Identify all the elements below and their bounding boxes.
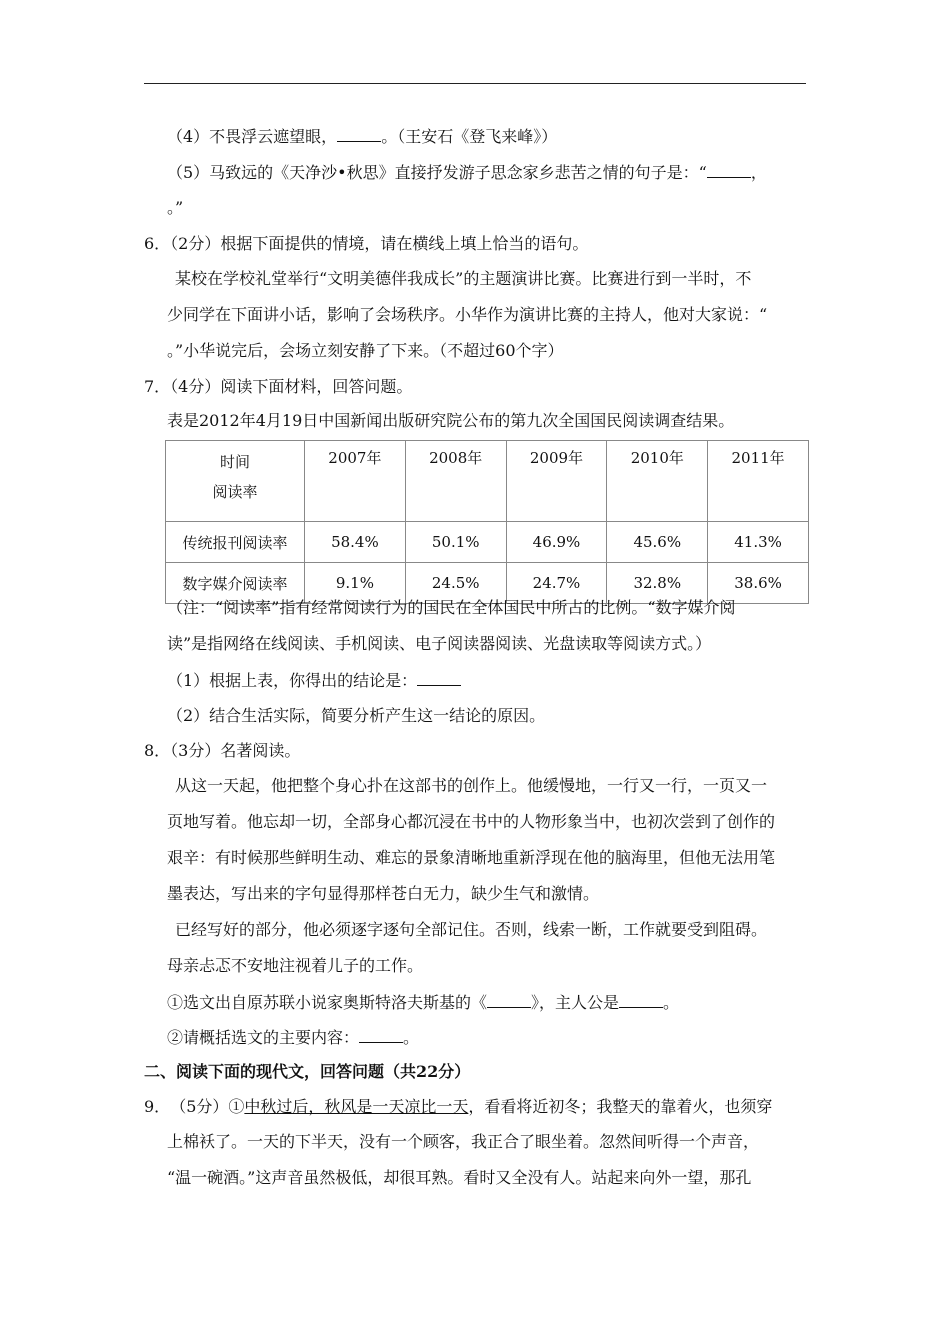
- q9-passage-line: “温一碗酒。”这声音虽然极低，却很耳熟。看时又全没有人。站起来向外一望，那孔: [167, 1168, 752, 1187]
- table-cell: 41.3%: [708, 522, 809, 563]
- q8-passage-line: 已经写好的部分，他必须逐字逐句全部记住。否则，线索一断，工作就要受到阻碍。: [175, 920, 768, 939]
- q8-passage-line: 从这一天起，他把整个身心扑在这部书的创作上。他缓慢地，一行又一行，一页又一: [175, 776, 768, 795]
- table-cell: 46.9%: [506, 522, 607, 563]
- reading-rate-table: [165, 440, 809, 604]
- table-cell: 50.1%: [405, 522, 506, 563]
- year-header: 2011年: [708, 441, 809, 522]
- underlined-sentence: 中秋过后，秋风是一天凉比一天: [244, 1097, 469, 1116]
- year-header: 2007年: [305, 441, 406, 522]
- q8-sub1: ①选文出自原苏联小说家奥斯特洛夫斯基的《 》，主人公是 。: [167, 993, 680, 1012]
- q7-sub2: （2）结合生活实际，简要分析产生这一结论的原因。: [167, 706, 546, 725]
- answer-blank[interactable]: [707, 161, 751, 178]
- table-cell: 58.4%: [305, 522, 406, 563]
- q7-note-line: 读”是指网络在线阅读、手机阅读、电子阅读器阅读、光盘读取等阅读方式。）: [167, 634, 712, 653]
- table-cell: 38.6%: [708, 563, 809, 604]
- q5-item4: （4）不畏浮云遮望眼， 。（王安石《登飞来峰》）: [167, 127, 558, 146]
- table-row: [166, 522, 809, 563]
- year-header: 2009年: [506, 441, 607, 522]
- corner-time-label: 时间: [219, 453, 250, 471]
- row-label: 传统报刊阅读率: [166, 522, 305, 563]
- q6-paragraph-line: 某校在学校礼堂举行“文明美德伴我成长”的主题演讲比赛。比赛进行到一半时，不: [175, 269, 752, 288]
- q8-heading: 8．（3分）名著阅读。: [144, 741, 301, 760]
- q8-passage-line: 艰辛：有时候那些鲜明生动、难忘的景象清晰地重新浮现在他的脑海里，但他无法用笔: [167, 848, 776, 867]
- q8-passage-line: 母亲忐忑不安地注视着儿子的工作。: [167, 956, 424, 975]
- year-header: 2008年: [405, 441, 506, 522]
- q8-sub2: ②请概括选文的主要内容： 。: [167, 1028, 420, 1047]
- q7-sub1: （1）根据上表，你得出的结论是：: [167, 669, 461, 692]
- year-header: 2010年: [607, 441, 708, 522]
- q5-item5-cont: 。”: [167, 198, 184, 217]
- table-cell: 9.1%: [305, 563, 406, 604]
- q7-intro: 表是2012年4月19日中国新闻出版研究院公布的第九次全国国民阅读调查结果。: [167, 411, 735, 430]
- q8-passage-line: 墨表达，写出来的字句显得那样苍白无力，缺少生气和激情。: [167, 884, 600, 903]
- q9-passage-line: 上棉袄了。一天的下半天，没有一个顾客，我正合了眼坐着。忽然间听得一个声音，: [167, 1132, 760, 1151]
- header-rule: [144, 83, 806, 84]
- q8-passage-line: 页地写着。他忘却一切，全部身心都沉浸在书中的人物形象当中，也初次尝到了创作的: [167, 812, 776, 831]
- answer-blank[interactable]: [487, 991, 531, 1008]
- q7-note-line: （注：“阅读率”指有经常阅读行为的国民在全体国民中所占的比例。“数字媒介阅: [167, 598, 736, 617]
- section-heading: 二、阅读下面的现代文，回答问题（共22分）: [144, 1062, 471, 1081]
- answer-blank[interactable]: [417, 669, 461, 686]
- q6-paragraph-line: 。”小华说完后，会场立刻安静了下来。（不超过60个字）: [167, 341, 564, 360]
- answer-blank[interactable]: [619, 991, 663, 1008]
- answer-blank[interactable]: [359, 1026, 403, 1043]
- q9-line: 9． （5分）①中秋过后，秋风是一天凉比一天，看看将近初冬；我整天的靠着火，也须穿: [144, 1097, 773, 1116]
- corner-rate-label: 阅读率: [212, 483, 258, 501]
- q5-item5: （5）马致远的《天净沙•秋思》直接抒发游子思念家乡悲苦之情的句子是：“ ，: [167, 163, 767, 182]
- table-corner-cell: [166, 441, 305, 522]
- q7-heading: 7．（4分）阅读下面材料，回答问题。: [144, 377, 413, 396]
- q6-heading: 6．（2分）根据下面提供的情境，请在横线上填上恰当的语句。: [144, 234, 589, 253]
- q6-paragraph-line: 少同学在下面讲小话，影响了会场秩序。小华作为演讲比赛的主持人，他对大家说：“: [167, 305, 768, 324]
- table-cell: 32.8%: [607, 563, 708, 604]
- table-cell: 24.7%: [506, 563, 607, 604]
- row-label: 数字媒介阅读率: [166, 563, 305, 604]
- table-cell: 24.5%: [405, 563, 506, 604]
- answer-blank[interactable]: [337, 125, 381, 142]
- table-cell: 45.6%: [607, 522, 708, 563]
